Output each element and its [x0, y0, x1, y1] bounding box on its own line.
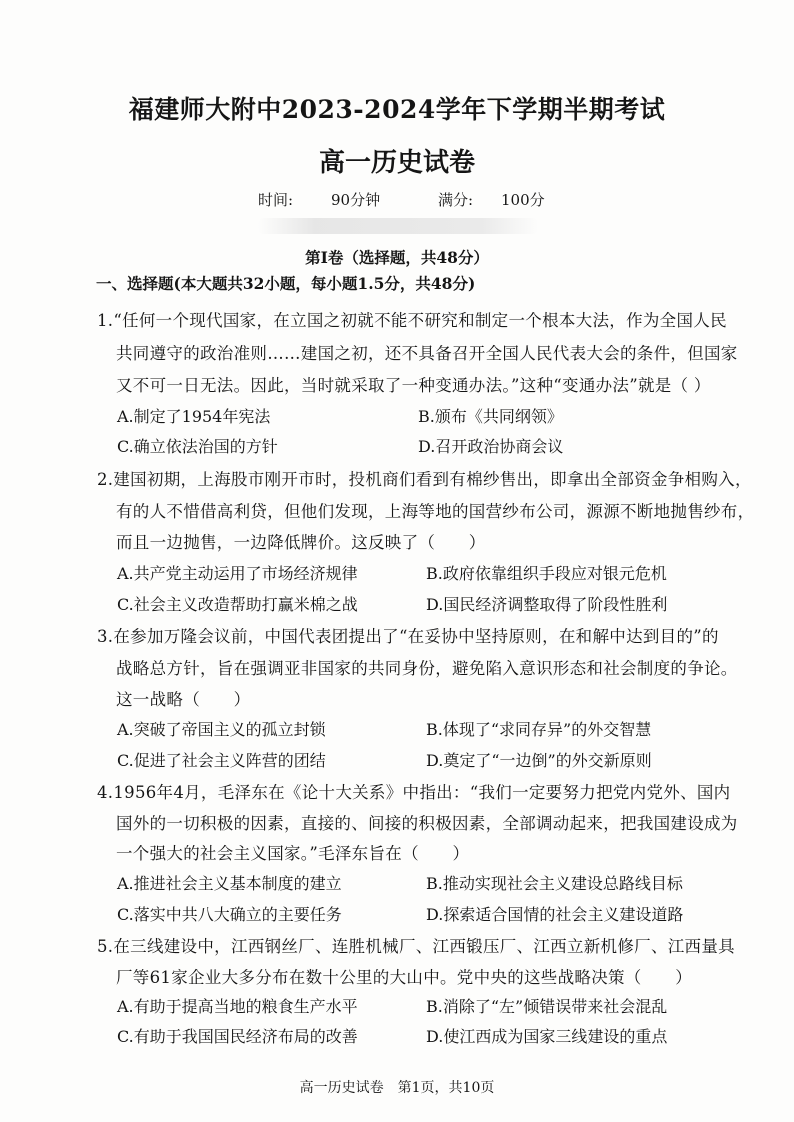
- option-b: B.政府依靠组织手段应对银元危机: [426, 564, 667, 583]
- option-b: B.推动实现社会主义建设总路线目标: [426, 874, 683, 893]
- option-b: B.消除了“左”倾错误带来社会混乱: [426, 997, 668, 1016]
- time-label: 时间:: [258, 191, 294, 209]
- option-d: D.使江西成为国家三线建设的重点: [426, 1027, 668, 1046]
- page-footer: 高一历史试卷 第1页，共10页: [299, 1080, 495, 1096]
- exam-title: 福建师大附中2023-2024学年下学期半期考试: [128, 95, 666, 124]
- option-d: D.国民经济调整取得了阶段性胜利: [426, 595, 668, 614]
- question-text-line: 而且一边抛售，一边降低牌价。这反映了（ ）: [116, 533, 486, 552]
- question-text-line: 又不可一日无法。因此，当时就采取了一种变通办法。”这种“变通办法”就是（ ）: [116, 376, 711, 395]
- question-text-line: 3.在参加万隆会议前，中国代表团提出了“在妥协中坚持原则，在和解中达到目的”的: [97, 627, 719, 646]
- question-text-line: 5.在三线建设中，江西钢丝厂、连胜机械厂、江西锻压厂、江西立新机修厂、江西量具: [97, 937, 735, 956]
- option-a: A.共产党主动运用了市场经济规律: [117, 564, 358, 583]
- option-a: A.推进社会主义基本制度的建立: [117, 874, 342, 893]
- score-value: 100分: [501, 191, 545, 209]
- option-d: D.召开政治协商会议: [418, 437, 564, 456]
- question-text-line: 一个强大的社会主义国家。”毛泽东旨在（ ）: [116, 844, 470, 863]
- option-a: A.有助于提高当地的粮食生产水平: [117, 997, 358, 1016]
- option-a: A.制定了1954年宪法: [117, 407, 271, 426]
- question-text-line: 厂等61家企业大多分布在数十公里的大山中。党中央的这些战略决策（ ）: [116, 968, 692, 987]
- question-text-line: 共同遵守的政治准则……建国之初，还不具备召开全国人民代表大会的条件，但国家: [116, 344, 738, 363]
- option-c: C.有助于我国国民经济布局的改善: [117, 1027, 358, 1046]
- option-a: A.突破了帝国主义的孤立封锁: [117, 720, 326, 739]
- score-label: 满分:: [438, 191, 474, 209]
- option-d: D.奠定了“一边倒”的外交新原则: [426, 751, 652, 770]
- question-text-line: 国外的一切积极的因素，直接的、间接的积极因素，全部调动起来，把我国建设成为: [116, 814, 738, 833]
- exam-subtitle: 高一历史试卷: [318, 148, 475, 178]
- time-value: 90分钟: [331, 191, 381, 209]
- option-b: B.体现了“求同存异”的外交智慧: [426, 720, 652, 739]
- option-c: C.社会主义改造帮助打赢米棉之战: [117, 595, 358, 614]
- question-text-line: 1.“任何一个现代国家，在立国之初就不能不研究和制定一个根本大法，作为全国人民: [97, 311, 727, 330]
- section-title: 第Ⅰ卷（选择题，共48分）: [305, 248, 489, 267]
- option-b: B.颁布《共同纲领》: [418, 407, 563, 426]
- option-d: D.探索适合国情的社会主义建设道路: [426, 905, 684, 924]
- question-text-line: 战略总方针，旨在强调亚非国家的共同身份，避免陷入意识形态和社会制度的争论。: [116, 659, 738, 678]
- part-title: 一、选择题(本大题共32小题，每小题1.5分，共48分): [96, 274, 476, 293]
- option-c: C.落实中共八大确立的主要任务: [117, 905, 342, 924]
- option-c: C.促进了社会主义阵营的团结: [117, 751, 326, 770]
- scan-smudge: [258, 218, 538, 234]
- question-text-line: 有的人不惜借高利贷，但他们发现，上海等地的国营纱布公司，源源不断地抛售纱布，: [116, 502, 755, 521]
- option-c: C.确立依法治国的方针: [117, 437, 278, 456]
- question-text-line: 这一战略（ ）: [116, 690, 251, 709]
- question-text-line: 2.建国初期，上海股市刚开市时，投机商们看到有棉纱售出，即拿出全部资金争相购入，: [97, 470, 752, 489]
- question-text-line: 4.1956年4月，毛泽东在《论十大关系》中指出：“我们一定要努力把党内党外、国内: [97, 783, 731, 802]
